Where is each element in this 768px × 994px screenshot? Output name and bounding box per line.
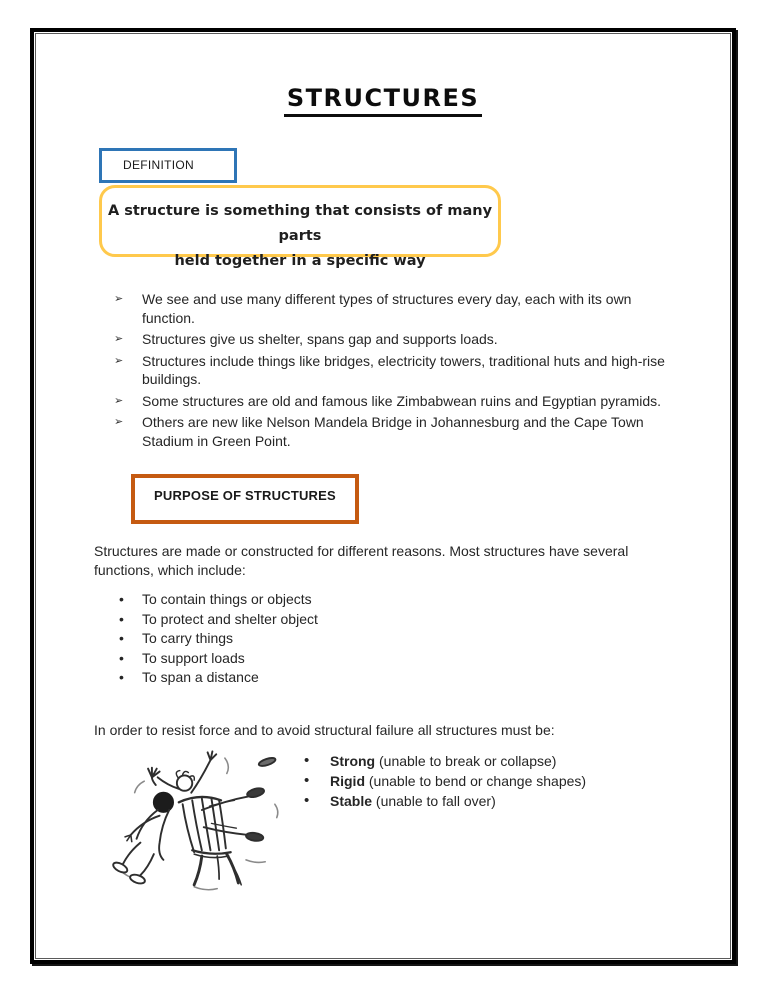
arrow-bullet-icon: ➢ <box>114 394 124 407</box>
list-item-text: Structures include things like bridges, electricity towers, traditional huts and high-rise buildings. <box>142 352 665 387</box>
list-item-text: Structures give us shelter, spans gap and supports loads. <box>142 331 498 347</box>
definition-label-box <box>99 148 237 183</box>
definition-text-line1: A structure is something that consists of many parts <box>107 203 493 244</box>
requirement-text <box>330 791 496 811</box>
dot-bullet-icon: • <box>119 630 124 646</box>
resist-intro-paragraph: In order to resist force and to avoid structural failure all structures must be: <box>94 721 555 738</box>
definition-text-line2: held together in a specific way <box>174 253 426 269</box>
purpose-label-box <box>131 474 359 524</box>
requirement-term: Rigid <box>330 772 365 789</box>
list-item-text: To contain things or objects <box>142 591 312 607</box>
list-item <box>119 610 672 630</box>
list-item <box>119 629 672 649</box>
arrow-bullet-icon: ➢ <box>114 354 124 367</box>
intro-bullet-list <box>94 290 669 450</box>
list-item <box>114 290 669 327</box>
page-title: STRUCTURES <box>284 84 482 117</box>
dot-bullet-icon: • <box>119 591 124 607</box>
requirement-text <box>330 751 556 771</box>
requirements-list <box>304 751 586 811</box>
requirement-term: Stable <box>330 792 373 809</box>
list-item <box>119 668 672 688</box>
dot-bullet-icon: • <box>304 791 310 809</box>
purpose-intro-paragraph: Structures are made or constructed for different reasons. Most structures have several functions, which include: <box>94 543 629 578</box>
dot-bullet-icon: • <box>119 610 124 627</box>
list-item-text: Some structures are old and famous like Zimbabwean ruins and Egyptian pyramids. <box>142 392 662 409</box>
list-item <box>114 330 669 349</box>
dot-bullet-icon: • <box>304 751 310 769</box>
list-item-text: Others are new like Nelson Mandela Bridge in Johannesburg and the Cape Town Stadium in Green Point. <box>142 414 644 449</box>
list-item <box>114 392 669 411</box>
dot-bullet-icon: • <box>119 669 124 685</box>
requirement-description: (unable to bend or change shapes) <box>365 772 587 789</box>
list-item <box>114 352 669 389</box>
list-item <box>119 590 672 610</box>
list-item <box>114 413 669 450</box>
list-item-text: To span a distance <box>142 669 259 685</box>
dot-bullet-icon: • <box>304 771 310 789</box>
purpose-heading-row <box>94 453 672 524</box>
arrow-bullet-icon: ➢ <box>114 333 124 345</box>
falling-off-chair-image <box>102 746 294 896</box>
arrow-bullet-icon: ➢ <box>114 293 124 305</box>
list-item <box>304 771 586 791</box>
requirement-description: (unable to break or collapse) <box>375 752 557 769</box>
page-border-frame <box>30 28 736 964</box>
definition-label: DEFINITION <box>123 158 194 172</box>
figure-row <box>94 746 672 896</box>
list-item-text: We see and use many different types of structures every day, each with its own function. <box>142 291 632 326</box>
arrow-bullet-icon: ➢ <box>114 416 124 428</box>
requirement-description: (unable to fall over) <box>372 792 496 809</box>
dot-bullet-icon: • <box>119 649 124 666</box>
requirement-term: Strong <box>330 752 376 769</box>
list-item-text: To support loads <box>142 649 245 666</box>
list-item-text: To carry things <box>142 630 234 646</box>
document-page <box>36 34 730 958</box>
requirement-text <box>330 771 586 791</box>
list-item <box>119 649 672 669</box>
title-row <box>94 84 672 117</box>
list-item-text: To protect and shelter object <box>142 610 318 627</box>
list-item <box>304 751 586 771</box>
purpose-label: PURPOSE OF STRUCTURES <box>154 488 336 503</box>
definition-callout <box>99 185 501 269</box>
purpose-bullet-list <box>94 590 672 688</box>
list-item <box>304 791 586 811</box>
